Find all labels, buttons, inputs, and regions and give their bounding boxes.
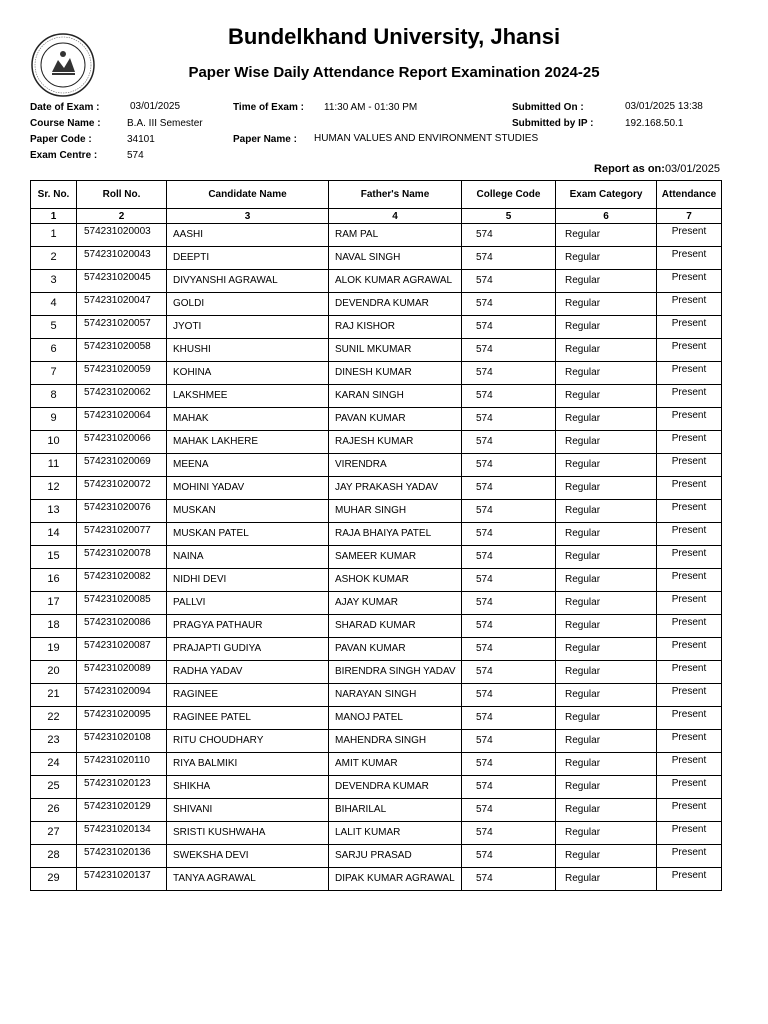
row-sr-no: 22 [31,707,77,730]
row-exam-category: Regular [556,293,657,316]
row-attendance: Present [657,799,722,822]
course-name-label: Course Name : [30,118,101,129]
row-attendance: Present [657,776,722,799]
row-attendance: Present [657,500,722,523]
row-sr-no: 21 [31,684,77,707]
row-roll-no: 574231020089 [77,661,167,684]
row-attendance: Present [657,247,722,270]
row-roll-no: 574231020108 [77,730,167,753]
table-row [31,753,722,776]
row-roll-no: 574231020095 [77,707,167,730]
col-header-exam-category: Exam Category [556,181,657,209]
row-sr-no: 14 [31,523,77,546]
row-candidate-name: MUSKAN PATEL [167,523,329,546]
row-college-code: 574 [462,523,556,546]
row-attendance: Present [657,546,722,569]
date-of-exam-label: Date of Exam : [30,102,100,113]
report-as-on-value: 03/01/2025 [664,163,720,175]
table-row [31,500,722,523]
row-college-code: 574 [462,615,556,638]
row-roll-no: 574231020064 [77,408,167,431]
table-row [31,293,722,316]
row-sr-no: 19 [31,638,77,661]
table-row [31,408,722,431]
row-exam-category: Regular [556,546,657,569]
row-college-code: 574 [462,799,556,822]
row-fathers-name: LALIT KUMAR [329,822,462,845]
row-fathers-name: NARAYAN SINGH [329,684,462,707]
row-college-code: 574 [462,270,556,293]
row-college-code: 574 [462,546,556,569]
row-exam-category: Regular [556,730,657,753]
row-candidate-name: DIVYANSHI AGRAWAL [167,270,329,293]
row-fathers-name: PAVAN KUMAR [329,638,462,661]
row-sr-no: 6 [31,339,77,362]
row-exam-category: Regular [556,592,657,615]
row-fathers-name: SUNIL MKUMAR [329,339,462,362]
col-header-sr-no: Sr. No. [31,181,77,209]
row-candidate-name: PALLVI [167,592,329,615]
row-exam-category: Regular [556,270,657,293]
row-fathers-name: MANOJ PATEL [329,707,462,730]
table-row [31,339,722,362]
row-candidate-name: GOLDI [167,293,329,316]
row-candidate-name: RAGINEE PATEL [167,707,329,730]
report-title: Paper Wise Daily Attendance Report Examination 2024-25 [188,64,600,81]
row-sr-no: 5 [31,316,77,339]
row-sr-no: 23 [31,730,77,753]
row-fathers-name: DEVENDRA KUMAR [329,293,462,316]
row-exam-category: Regular [556,523,657,546]
row-attendance: Present [657,569,722,592]
table-row [31,316,722,339]
row-attendance: Present [657,454,722,477]
row-fathers-name: RAM PAL [329,224,462,247]
submitted-on-value: 03/01/2025 13:38 [625,101,703,112]
table-row [31,270,722,293]
row-college-code: 574 [462,822,556,845]
row-fathers-name: MUHAR SINGH [329,500,462,523]
table-row [31,776,722,799]
row-college-code: 574 [462,592,556,615]
row-exam-category: Regular [556,408,657,431]
row-sr-no: 18 [31,615,77,638]
row-sr-no: 24 [31,753,77,776]
row-attendance: Present [657,845,722,868]
row-exam-category: Regular [556,500,657,523]
row-fathers-name: ALOK KUMAR AGRAWAL [329,270,462,293]
row-fathers-name: SHARAD KUMAR [329,615,462,638]
row-attendance: Present [657,730,722,753]
row-exam-category: Regular [556,684,657,707]
row-college-code: 574 [462,316,556,339]
row-attendance: Present [657,661,722,684]
table-row [31,592,722,615]
course-name-value: B.A. III Semester [127,118,203,129]
row-roll-no: 574231020066 [77,431,167,454]
row-sr-no: 26 [31,799,77,822]
row-college-code: 574 [462,638,556,661]
row-roll-no: 574231020134 [77,822,167,845]
attendance-table [30,180,722,891]
row-candidate-name: RIYA BALMIKI [167,753,329,776]
paper-code-label: Paper Code : [30,134,92,145]
row-college-code: 574 [462,661,556,684]
row-candidate-name: SHIKHA [167,776,329,799]
row-roll-no: 574231020059 [77,362,167,385]
row-exam-category: Regular [556,224,657,247]
row-exam-category: Regular [556,638,657,661]
table-row [31,569,722,592]
row-fathers-name: SARJU PRASAD [329,845,462,868]
col-number: 1 [31,209,77,224]
row-roll-no: 574231020087 [77,638,167,661]
row-attendance: Present [657,477,722,500]
paper-name-label: Paper Name : [233,134,297,145]
row-roll-no: 574231020137 [77,868,167,891]
row-exam-category: Regular [556,454,657,477]
row-college-code: 574 [462,431,556,454]
row-fathers-name: AMIT KUMAR [329,753,462,776]
row-roll-no: 574231020136 [77,845,167,868]
row-college-code: 574 [462,293,556,316]
row-exam-category: Regular [556,615,657,638]
exam-centre-label: Exam Centre : [30,150,98,161]
row-sr-no: 16 [31,569,77,592]
exam-centre-value: 574 [127,150,144,161]
row-fathers-name: AJAY KUMAR [329,592,462,615]
row-college-code: 574 [462,730,556,753]
row-attendance: Present [657,408,722,431]
col-number: 3 [167,209,329,224]
row-fathers-name: BIRENDRA SINGH YADAV [329,661,462,684]
row-roll-no: 574231020003 [77,224,167,247]
row-candidate-name: NAINA [167,546,329,569]
row-roll-no: 574231020076 [77,500,167,523]
table-row [31,431,722,454]
row-college-code: 574 [462,868,556,891]
row-candidate-name: MUSKAN [167,500,329,523]
row-attendance: Present [657,431,722,454]
row-fathers-name: SAMEER KUMAR [329,546,462,569]
table-column-number-row [31,209,722,224]
row-fathers-name: VIRENDRA [329,454,462,477]
row-sr-no: 13 [31,500,77,523]
row-college-code: 574 [462,247,556,270]
row-roll-no: 574231020072 [77,477,167,500]
row-exam-category: Regular [556,477,657,500]
row-candidate-name: MEENA [167,454,329,477]
paper-name-value: HUMAN VALUES AND ENVIRONMENT STUDIES [314,133,539,144]
row-attendance: Present [657,316,722,339]
table-row [31,822,722,845]
row-sr-no: 12 [31,477,77,500]
row-sr-no: 10 [31,431,77,454]
row-college-code: 574 [462,500,556,523]
paper-code-value: 34101 [127,134,155,145]
date-of-exam-value: 03/01/2025 [130,101,181,112]
row-candidate-name: TANYA AGRAWAL [167,868,329,891]
row-fathers-name: DIPAK KUMAR AGRAWAL [329,868,462,891]
row-candidate-name: RITU CHOUDHARY [167,730,329,753]
row-fathers-name: JAY PRAKASH YADAV [329,477,462,500]
col-number: 2 [77,209,167,224]
table-row [31,730,722,753]
row-college-code: 574 [462,339,556,362]
row-college-code: 574 [462,753,556,776]
submitted-by-label: Submitted by IP : [512,118,594,129]
col-header-attendance: Attendance [657,181,722,209]
row-roll-no: 574231020085 [77,592,167,615]
table-row [31,707,722,730]
table-row [31,799,722,822]
row-sr-no: 9 [31,408,77,431]
row-roll-no: 574231020123 [77,776,167,799]
row-attendance: Present [657,362,722,385]
row-exam-category: Regular [556,316,657,339]
row-exam-category: Regular [556,707,657,730]
row-exam-category: Regular [556,385,657,408]
row-candidate-name: SWEKSHA DEVI [167,845,329,868]
row-roll-no: 574231020062 [77,385,167,408]
table-row [31,615,722,638]
time-of-exam-label: Time of Exam : [233,102,304,113]
row-exam-category: Regular [556,799,657,822]
row-exam-category: Regular [556,753,657,776]
table-row [31,477,722,500]
table-row [31,224,722,247]
university-title: Bundelkhand University, Jhansi [227,24,561,49]
row-attendance: Present [657,868,722,891]
row-college-code: 574 [462,845,556,868]
row-attendance: Present [657,684,722,707]
row-roll-no: 574231020045 [77,270,167,293]
col-number: 5 [462,209,556,224]
row-candidate-name: SHIVANI [167,799,329,822]
row-fathers-name: PAVAN KUMAR [329,408,462,431]
col-number: 7 [657,209,722,224]
row-roll-no: 574231020047 [77,293,167,316]
table-row [31,684,722,707]
row-sr-no: 27 [31,822,77,845]
row-attendance: Present [657,224,722,247]
row-attendance: Present [657,707,722,730]
row-exam-category: Regular [556,822,657,845]
row-college-code: 574 [462,776,556,799]
row-college-code: 574 [462,385,556,408]
row-exam-category: Regular [556,569,657,592]
report-as-on [594,163,720,175]
row-exam-category: Regular [556,247,657,270]
row-sr-no: 17 [31,592,77,615]
row-fathers-name: BIHARILAL [329,799,462,822]
row-candidate-name: DEEPTI [167,247,329,270]
row-fathers-name: NAVAL SINGH [329,247,462,270]
row-attendance: Present [657,753,722,776]
row-sr-no: 25 [31,776,77,799]
row-exam-category: Regular [556,431,657,454]
row-fathers-name: RAJESH KUMAR [329,431,462,454]
row-candidate-name: LAKSHMEE [167,385,329,408]
row-exam-category: Regular [556,845,657,868]
row-college-code: 574 [462,684,556,707]
row-fathers-name: MAHENDRA SINGH [329,730,462,753]
table-row [31,523,722,546]
table-row [31,546,722,569]
row-sr-no: 7 [31,362,77,385]
row-college-code: 574 [462,569,556,592]
row-candidate-name: AASHI [167,224,329,247]
row-sr-no: 29 [31,868,77,891]
row-sr-no: 8 [31,385,77,408]
row-exam-category: Regular [556,868,657,891]
row-college-code: 574 [462,477,556,500]
row-sr-no: 20 [31,661,77,684]
row-roll-no: 574231020086 [77,615,167,638]
row-attendance: Present [657,523,722,546]
row-candidate-name: KOHINA [167,362,329,385]
table-header-row [31,181,722,209]
row-roll-no: 574231020082 [77,569,167,592]
row-exam-category: Regular [556,362,657,385]
row-sr-no: 4 [31,293,77,316]
row-roll-no: 574231020129 [77,799,167,822]
row-candidate-name: PRAGYA PATHAUR [167,615,329,638]
table-row [31,845,722,868]
row-college-code: 574 [462,362,556,385]
col-header-roll-no: Roll No. [77,181,167,209]
row-candidate-name: NIDHI DEVI [167,569,329,592]
table-row [31,868,722,891]
row-attendance: Present [657,293,722,316]
row-attendance: Present [657,615,722,638]
submitted-on-label: Submitted On : [512,102,584,113]
row-roll-no: 574231020043 [77,247,167,270]
col-header-candidate-name: Candidate Name [167,181,329,209]
row-exam-category: Regular [556,339,657,362]
row-exam-category: Regular [556,661,657,684]
row-candidate-name: PRAJAPTI GUDIYA [167,638,329,661]
col-number: 4 [329,209,462,224]
row-fathers-name: RAJA BHAIYA PATEL [329,523,462,546]
row-candidate-name: JYOTI [167,316,329,339]
row-candidate-name: RADHA YADAV [167,661,329,684]
row-roll-no: 574231020057 [77,316,167,339]
table-row [31,454,722,477]
row-roll-no: 574231020077 [77,523,167,546]
time-of-exam-value: 11:30 AM - 01:30 PM [324,102,418,113]
row-sr-no: 15 [31,546,77,569]
row-sr-no: 2 [31,247,77,270]
row-attendance: Present [657,270,722,293]
row-college-code: 574 [462,224,556,247]
row-roll-no: 574231020069 [77,454,167,477]
row-fathers-name: ASHOK KUMAR [329,569,462,592]
row-candidate-name: MOHINI YADAV [167,477,329,500]
table-row [31,661,722,684]
col-header-fathers-name: Father's Name [329,181,462,209]
row-roll-no: 574231020058 [77,339,167,362]
row-college-code: 574 [462,408,556,431]
row-candidate-name: MAHAK LAKHERE [167,431,329,454]
table-row [31,385,722,408]
row-roll-no: 574231020110 [77,753,167,776]
row-fathers-name: RAJ KISHOR [329,316,462,339]
row-fathers-name: KARAN SINGH [329,385,462,408]
row-sr-no: 11 [31,454,77,477]
row-attendance: Present [657,385,722,408]
row-candidate-name: KHUSHI [167,339,329,362]
table-row [31,362,722,385]
col-header-college-code: College Code [462,181,556,209]
row-candidate-name: MAHAK [167,408,329,431]
row-exam-category: Regular [556,776,657,799]
col-number: 6 [556,209,657,224]
row-attendance: Present [657,638,722,661]
row-roll-no: 574231020094 [77,684,167,707]
report-as-on-label: Report as on: [594,163,665,175]
table-row [31,247,722,270]
row-college-code: 574 [462,707,556,730]
row-roll-no: 574231020078 [77,546,167,569]
table-row [31,638,722,661]
row-candidate-name: SRISTI KUSHWAHA [167,822,329,845]
row-college-code: 574 [462,454,556,477]
row-fathers-name: DEVENDRA KUMAR [329,776,462,799]
row-attendance: Present [657,592,722,615]
row-sr-no: 1 [31,224,77,247]
row-candidate-name: RAGINEE [167,684,329,707]
row-fathers-name: DINESH KUMAR [329,362,462,385]
row-sr-no: 3 [31,270,77,293]
submitted-by-value: 192.168.50.1 [625,118,684,129]
row-attendance: Present [657,339,722,362]
row-attendance: Present [657,822,722,845]
row-sr-no: 28 [31,845,77,868]
